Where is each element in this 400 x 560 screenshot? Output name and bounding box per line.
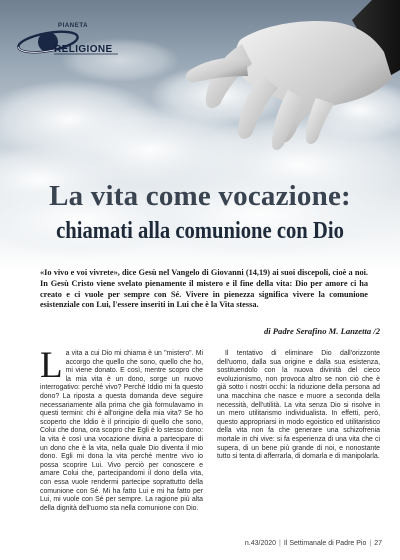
page-footer: n.43/2020 | Il Settimanale di Padre Pio | 27 [244, 540, 382, 547]
author-byline: di Padre Serafino M. Lanzetta /2 [263, 326, 380, 336]
issue-number: n.43/2020 [244, 540, 277, 547]
drop-cap: L [40, 345, 63, 386]
logo-main-text: RELIGIONE [54, 44, 113, 55]
page-title: La vita come vocazione: [49, 180, 351, 212]
magazine-name: Il Settimanale di Padre Pio [283, 540, 367, 547]
body-paragraph [40, 345, 203, 513]
logo-top-text: PIANETA [58, 23, 89, 29]
page-subtitle: chiamati alla comunione con Dio [56, 218, 344, 244]
logo [14, 20, 124, 64]
body-paragraph-text: a vita a cui Dio mi chiama è un "mistero". Mi accorgo che quello che sono, quello che ho, mi viene donato. E così, mentre scopro che la mia vita è un dono, sorge un nuovo interrogativo: perché vivo? Perché Iddio mi fa questo dono? La riposta a questa domanda deve seguire necessariamente alla prima che già formulavamo in questi termini: chi è all'origine della mia vita? Se ho scoperto che Iddio è il principio di quello che sono, Colui che dona, ora scopro che Egli è lo stesso dono: la vita è così una vocazione divina a partecipare di un dono che è la vita, nella quale Dio diventa il mio dono. Egli mi dona la vita perché mentre vivo io possa scoprire Lui. Vivo perciò per conoscere e amare Colui che, partecipandomi il dono della vita, con essa vuole rendermi partecipe soprattutto della comunione con Sé. Mi ha fatto Lui e mi ha fatto per Lui, mi vuole con Sé per sempre. La ragione più alta della dignità dell'uomo sta nella comunione con Dio. [40, 350, 203, 512]
intro-paragraph: «Io vivo e voi vivrete», dice Gesù nel Vangelo di Giovanni (14,19) ai suoi discepoli, cioè a noi. In Gesù Cristo viene svelato pienamente il mistero e il fine della vita: Dio per amore ci ha creato e ci vuole per sempre con Sé. Vivere in pienezza significa vivere la comunione esistenziale con Lui, l'essere inseriti in Lui che è la Vita stessa. [40, 268, 368, 310]
article-body [40, 345, 380, 526]
body-paragraph: Il tentativo di eliminare Dio dall'orizzonte dell'uomo, dalla sua origine e dalla sua esistenza, sostituendolo con la nuova divinità del cieco evoluzionismo, non provoca altro se non ciò che è già sotto i nostri occhi: la riduzione della persona ad una macchina che nasce e muore a seconda della necessità, dell'utilità. La vita senza Dio si risolve in un mero utilitarismo individualista. In effetti, però, questo appropriarsi in modo egoistico ed utilitaristico della vita non fa che generare una schizofrenia mortale in chi vive: si fa esperienza di una vita che ci supera, di un bene più grande di noi, e nonostante tutto si tenta di afferrarla, di domarla e di manipolarla. [217, 350, 380, 461]
page-number: 27 [374, 540, 382, 547]
